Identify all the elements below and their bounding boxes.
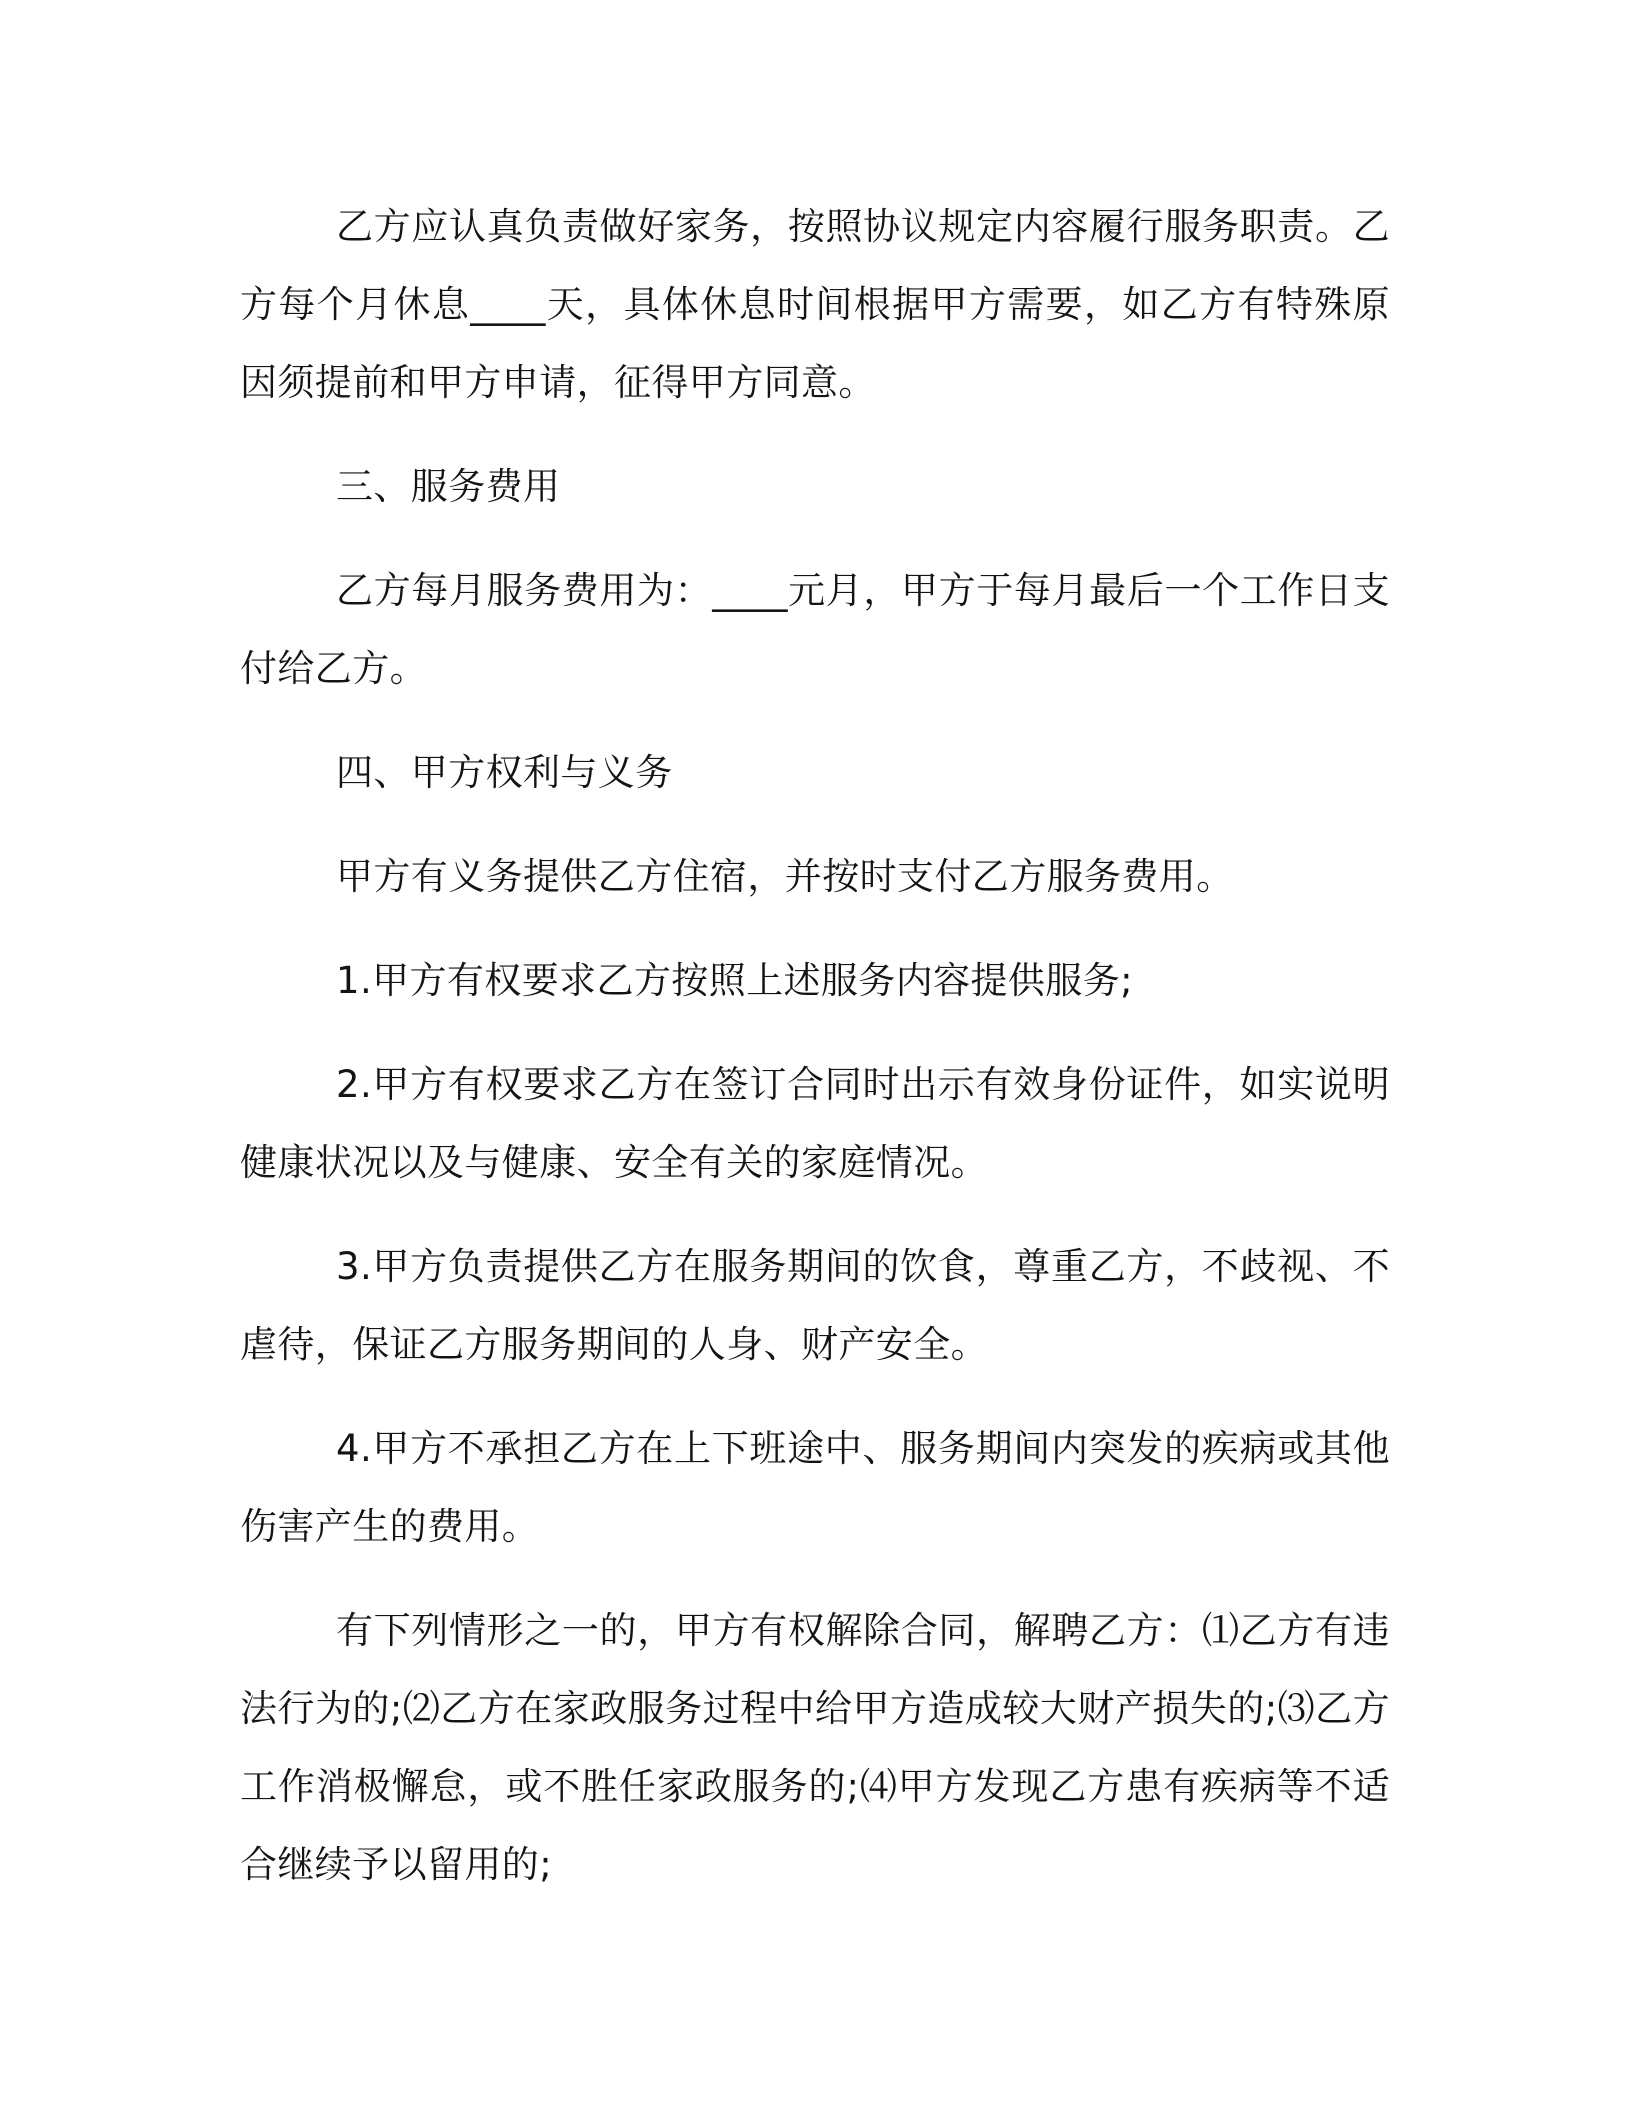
list-item-right-1: 1.甲方有权要求乙方按照上述服务内容提供服务; [336,959,1133,1002]
list-item-right-4: 4.甲方不承担乙方在上下班途中、服务期间内突发的疾病或其他伤害产生的费用。 [240,1427,1390,1548]
list-item-right-3: 3.甲方负责提供乙方在服务期间的饮食，尊重乙方，不歧视、不虐待，保证乙方服务期间的人身、财产安全。 [240,1245,1390,1366]
section-heading-service-fee: 三、服务费用 [336,465,561,508]
paragraph-service-duties: 乙方应认真负责做好家务，按照协议规定内容履行服务职责。乙方每个月休息____天，具体休息时间根据甲方需要，如乙方有特殊原因须提前和甲方申请，征得甲方同意。 [240,205,1390,404]
section-heading-party-a-rights: 四、甲方权利与义务 [336,751,673,794]
paragraph-monthly-fee: 乙方每月服务费用为：____元月，甲方于每月最后一个工作日支付给乙方。 [240,569,1390,690]
paragraph-party-a-obligation: 甲方有义务提供乙方住宿，并按时支付乙方服务费用。 [336,855,1234,898]
paragraph-termination-conditions: 有下列情形之一的，甲方有权解除合同，解聘乙方：⑴乙方有违法行为的;⑵乙方在家政服务过程中给甲方造成较大财产损失的;⑶乙方工作消极懈怠，或不胜任家政服务的;⑷甲方发现乙方患有疾病等不适合继续予以留用的; [240,1609,1390,1886]
document-page [240,188,1390,1930]
list-item-right-2: 2.甲方有权要求乙方在签订合同时出示有效身份证件，如实说明健康状况以及与健康、安全有关的家庭情况。 [240,1063,1390,1184]
